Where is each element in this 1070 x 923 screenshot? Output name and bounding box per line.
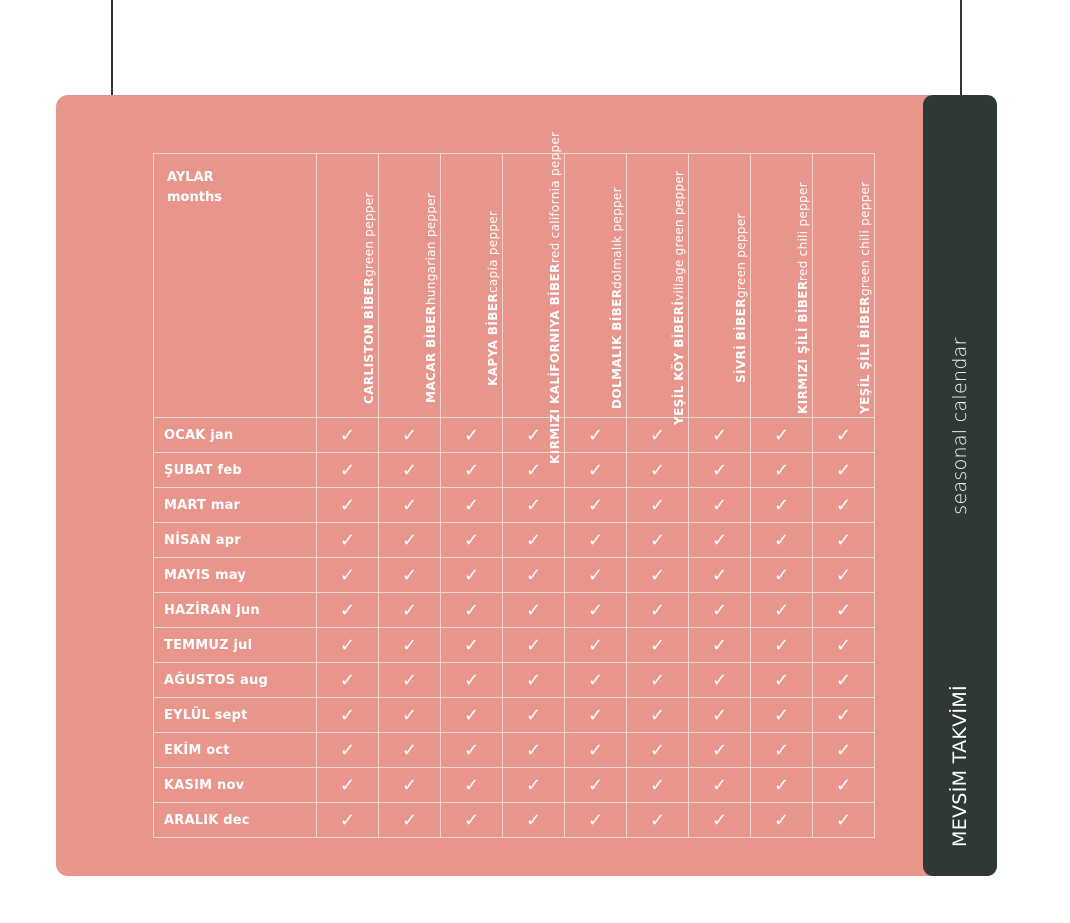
checkmark-icon: ✓ <box>463 424 480 446</box>
months-header-en: months <box>167 190 222 205</box>
table-row <box>154 488 875 523</box>
check-cell <box>379 733 441 768</box>
checkmark-icon: ✓ <box>339 459 356 481</box>
months-header <box>154 154 317 418</box>
check-cell <box>379 453 441 488</box>
check-cell <box>503 523 565 558</box>
check-cell <box>317 593 379 628</box>
column-label-en: dolmalık pepper <box>610 186 624 289</box>
checkmark-icon: ✓ <box>401 669 418 691</box>
side-title: MEVSİM TAKVİMİ <box>949 685 971 847</box>
check-cell <box>813 453 875 488</box>
table-header-row <box>154 154 875 418</box>
check-cell <box>441 593 503 628</box>
check-cell <box>379 418 441 453</box>
column-header-2 <box>441 154 503 418</box>
check-cell <box>689 803 751 838</box>
table-row <box>154 418 875 453</box>
checkmark-icon: ✓ <box>835 669 852 691</box>
checkmark-icon: ✓ <box>525 564 542 586</box>
column-label-en: green chili pepper <box>858 181 872 297</box>
month-cell: AĞUSTOS aug <box>154 663 317 698</box>
check-cell <box>627 488 689 523</box>
check-cell <box>751 698 813 733</box>
checkmark-icon: ✓ <box>711 424 728 446</box>
check-cell <box>689 523 751 558</box>
check-cell <box>317 803 379 838</box>
check-cell <box>627 523 689 558</box>
check-cell <box>441 418 503 453</box>
check-cell <box>317 453 379 488</box>
checkmark-icon: ✓ <box>463 564 480 586</box>
checkmark-icon: ✓ <box>711 599 728 621</box>
column-label-tr: YEŞİL KÖY BİBERİ <box>672 301 686 426</box>
checkmark-icon: ✓ <box>835 494 852 516</box>
column-label-tr: KIRMIZI ŞİLİ BİBER <box>796 280 810 415</box>
check-cell <box>441 663 503 698</box>
side-subtitle: seasonal calendar <box>949 337 971 515</box>
months-header-tr: AYLAR <box>167 170 214 185</box>
checkmark-icon: ✓ <box>339 669 356 691</box>
checkmark-icon: ✓ <box>401 494 418 516</box>
column-label <box>565 168 626 417</box>
column-label-tr: CARLISTON BİBER <box>362 276 376 404</box>
check-cell <box>813 698 875 733</box>
hanging-string-right <box>960 0 962 98</box>
check-cell <box>627 663 689 698</box>
checkmark-icon: ✓ <box>525 494 542 516</box>
checkmark-icon: ✓ <box>339 704 356 726</box>
checkmark-icon: ✓ <box>587 634 604 656</box>
table-row <box>154 558 875 593</box>
column-label <box>441 168 502 417</box>
checkmark-icon: ✓ <box>711 669 728 691</box>
checkmark-icon: ✓ <box>649 424 666 446</box>
check-cell <box>565 488 627 523</box>
checkmark-icon: ✓ <box>525 739 542 761</box>
column-label-tr: KAPYA BİBER <box>486 292 500 386</box>
column-header-1 <box>379 154 441 418</box>
checkmark-icon: ✓ <box>339 494 356 516</box>
check-cell <box>441 488 503 523</box>
check-cell <box>813 488 875 523</box>
check-cell <box>689 558 751 593</box>
checkmark-icon: ✓ <box>401 809 418 831</box>
check-cell <box>813 593 875 628</box>
check-cell <box>751 733 813 768</box>
checkmark-icon: ✓ <box>649 599 666 621</box>
checkmark-icon: ✓ <box>773 424 790 446</box>
checkmark-icon: ✓ <box>773 669 790 691</box>
check-cell <box>317 698 379 733</box>
column-label-en: hungarian pepper <box>424 193 438 306</box>
checkmark-icon: ✓ <box>463 599 480 621</box>
checkmark-icon: ✓ <box>525 774 542 796</box>
checkmark-icon: ✓ <box>835 564 852 586</box>
checkmark-icon: ✓ <box>711 459 728 481</box>
checkmark-icon: ✓ <box>587 459 604 481</box>
column-header-7 <box>751 154 813 418</box>
checkmark-icon: ✓ <box>463 494 480 516</box>
table-row <box>154 768 875 803</box>
checkmark-icon: ✓ <box>339 564 356 586</box>
table-row <box>154 803 875 838</box>
checkmark-icon: ✓ <box>587 494 604 516</box>
checkmark-icon: ✓ <box>649 774 666 796</box>
check-cell <box>689 418 751 453</box>
check-cell <box>565 663 627 698</box>
month-cell: NİSAN apr <box>154 523 317 558</box>
check-cell <box>503 628 565 663</box>
check-cell <box>441 628 503 663</box>
checkmark-icon: ✓ <box>525 529 542 551</box>
check-cell <box>441 523 503 558</box>
check-cell <box>627 628 689 663</box>
month-cell: MAYIS may <box>154 558 317 593</box>
checkmark-icon: ✓ <box>463 704 480 726</box>
check-cell <box>565 453 627 488</box>
checkmark-icon: ✓ <box>835 739 852 761</box>
checkmark-icon: ✓ <box>339 424 356 446</box>
month-cell: EYLÜL sept <box>154 698 317 733</box>
check-cell <box>627 698 689 733</box>
check-cell <box>689 488 751 523</box>
check-cell <box>317 768 379 803</box>
check-cell <box>503 698 565 733</box>
checkmark-icon: ✓ <box>525 424 542 446</box>
checkmark-icon: ✓ <box>401 774 418 796</box>
checkmark-icon: ✓ <box>835 424 852 446</box>
check-cell <box>317 418 379 453</box>
checkmark-icon: ✓ <box>711 529 728 551</box>
check-cell <box>627 733 689 768</box>
check-cell <box>751 523 813 558</box>
check-cell <box>751 768 813 803</box>
check-cell <box>751 488 813 523</box>
checkmark-icon: ✓ <box>773 704 790 726</box>
checkmark-icon: ✓ <box>339 529 356 551</box>
check-cell <box>379 768 441 803</box>
check-cell <box>503 663 565 698</box>
check-cell <box>441 698 503 733</box>
check-cell <box>689 698 751 733</box>
checkmark-icon: ✓ <box>773 529 790 551</box>
checkmark-icon: ✓ <box>463 634 480 656</box>
seasonal-calendar-table <box>153 131 875 838</box>
checkmark-icon: ✓ <box>339 634 356 656</box>
checkmark-icon: ✓ <box>835 634 852 656</box>
checkmark-icon: ✓ <box>463 774 480 796</box>
checkmark-icon: ✓ <box>525 809 542 831</box>
column-label-tr: SİVRİ BİBER <box>734 297 748 383</box>
check-cell <box>751 418 813 453</box>
checkmark-icon: ✓ <box>587 669 604 691</box>
check-cell <box>379 803 441 838</box>
checkmark-icon: ✓ <box>711 809 728 831</box>
check-cell <box>627 768 689 803</box>
check-cell <box>751 628 813 663</box>
check-cell <box>317 523 379 558</box>
check-cell <box>565 628 627 663</box>
check-cell <box>751 558 813 593</box>
column-label-tr: KIRMIZI KALİFORNIYA BİBER <box>548 263 562 465</box>
checkmark-icon: ✓ <box>649 494 666 516</box>
checkmark-icon: ✓ <box>463 669 480 691</box>
check-cell <box>565 733 627 768</box>
check-cell <box>441 803 503 838</box>
checkmark-icon: ✓ <box>587 564 604 586</box>
checkmark-icon: ✓ <box>525 459 542 481</box>
column-label-tr: MACAR BİBER <box>424 305 438 403</box>
column-label-tr: YEŞİL ŞİLİ BİBER <box>858 296 872 415</box>
checkmark-icon: ✓ <box>711 634 728 656</box>
check-cell <box>317 488 379 523</box>
checkmark-icon: ✓ <box>463 529 480 551</box>
column-header-3 <box>503 131 565 465</box>
checkmark-icon: ✓ <box>525 599 542 621</box>
check-cell <box>379 523 441 558</box>
month-cell: HAZİRAN jun <box>154 593 317 628</box>
checkmark-icon: ✓ <box>773 634 790 656</box>
column-header-4 <box>565 154 627 418</box>
check-cell <box>317 663 379 698</box>
column-label-en: red california pepper <box>548 131 562 264</box>
check-cell <box>565 803 627 838</box>
column-label <box>627 168 688 426</box>
column-label-en: green pepper <box>734 213 748 298</box>
check-cell <box>813 558 875 593</box>
check-cell <box>689 628 751 663</box>
checkmark-icon: ✓ <box>711 704 728 726</box>
checkmark-icon: ✓ <box>649 634 666 656</box>
column-label-en: green pepper <box>362 192 376 277</box>
checkmark-icon: ✓ <box>587 529 604 551</box>
column-label <box>689 168 750 417</box>
check-cell <box>627 803 689 838</box>
month-cell: MART mar <box>154 488 317 523</box>
table-row <box>154 663 875 698</box>
checkmark-icon: ✓ <box>711 774 728 796</box>
check-cell <box>379 628 441 663</box>
checkmark-icon: ✓ <box>587 424 604 446</box>
checkmark-icon: ✓ <box>587 809 604 831</box>
column-header-8 <box>813 154 875 418</box>
checkmark-icon: ✓ <box>401 424 418 446</box>
checkmark-icon: ✓ <box>463 739 480 761</box>
check-cell <box>503 733 565 768</box>
checkmark-icon: ✓ <box>711 564 728 586</box>
check-cell <box>565 593 627 628</box>
checkmark-icon: ✓ <box>835 459 852 481</box>
checkmark-icon: ✓ <box>401 704 418 726</box>
check-cell <box>813 663 875 698</box>
checkmark-icon: ✓ <box>587 774 604 796</box>
checkmark-icon: ✓ <box>835 704 852 726</box>
column-label <box>379 168 440 417</box>
checkmark-icon: ✓ <box>339 774 356 796</box>
check-cell <box>689 453 751 488</box>
checkmark-icon: ✓ <box>463 459 480 481</box>
checkmark-icon: ✓ <box>773 774 790 796</box>
month-cell: OCAK jan <box>154 418 317 453</box>
checkmark-icon: ✓ <box>587 704 604 726</box>
checkmark-icon: ✓ <box>401 459 418 481</box>
month-cell: ARALIK dec <box>154 803 317 838</box>
checkmark-icon: ✓ <box>835 809 852 831</box>
check-cell <box>317 733 379 768</box>
table-row <box>154 733 875 768</box>
check-cell <box>689 593 751 628</box>
table-row <box>154 593 875 628</box>
checkmark-icon: ✓ <box>401 739 418 761</box>
column-label-en: village green pepper <box>672 170 686 301</box>
check-cell <box>813 523 875 558</box>
checkmark-icon: ✓ <box>587 739 604 761</box>
checkmark-icon: ✓ <box>463 809 480 831</box>
check-cell <box>441 453 503 488</box>
check-cell <box>813 628 875 663</box>
checkmark-icon: ✓ <box>835 599 852 621</box>
column-label <box>813 168 874 417</box>
check-cell <box>689 733 751 768</box>
check-cell <box>627 593 689 628</box>
checkmark-icon: ✓ <box>649 529 666 551</box>
checkmark-icon: ✓ <box>773 494 790 516</box>
checkmark-icon: ✓ <box>649 809 666 831</box>
checkmark-icon: ✓ <box>649 704 666 726</box>
check-cell <box>689 768 751 803</box>
column-label-en: red chili pepper <box>796 181 810 281</box>
checkmark-icon: ✓ <box>773 739 790 761</box>
column-label-en: capia pepper <box>486 210 500 293</box>
checkmark-icon: ✓ <box>339 599 356 621</box>
check-cell <box>379 593 441 628</box>
checkmark-icon: ✓ <box>773 564 790 586</box>
check-cell <box>379 488 441 523</box>
month-cell: EKİM oct <box>154 733 317 768</box>
check-cell <box>565 558 627 593</box>
check-cell <box>751 453 813 488</box>
check-cell <box>813 768 875 803</box>
column-header-5 <box>627 154 689 426</box>
column-header-0 <box>317 154 379 418</box>
check-cell <box>503 593 565 628</box>
check-cell <box>441 733 503 768</box>
column-header-6 <box>689 154 751 418</box>
check-cell <box>813 803 875 838</box>
checkmark-icon: ✓ <box>649 669 666 691</box>
check-cell <box>441 768 503 803</box>
month-cell: ŞUBAT feb <box>154 453 317 488</box>
check-cell <box>503 768 565 803</box>
table-row <box>154 453 875 488</box>
table-row <box>154 628 875 663</box>
check-cell <box>503 488 565 523</box>
table-row <box>154 523 875 558</box>
check-cell <box>379 698 441 733</box>
checkmark-icon: ✓ <box>587 599 604 621</box>
checkmark-icon: ✓ <box>339 809 356 831</box>
check-cell <box>441 558 503 593</box>
checkmark-icon: ✓ <box>649 564 666 586</box>
checkmark-icon: ✓ <box>401 564 418 586</box>
check-cell <box>379 558 441 593</box>
checkmark-icon: ✓ <box>711 739 728 761</box>
checkmark-icon: ✓ <box>401 599 418 621</box>
side-title-bar <box>923 95 997 876</box>
check-cell <box>565 698 627 733</box>
check-cell <box>813 733 875 768</box>
table-row <box>154 698 875 733</box>
check-cell <box>503 558 565 593</box>
checkmark-icon: ✓ <box>649 739 666 761</box>
check-cell <box>751 803 813 838</box>
checkmark-icon: ✓ <box>835 529 852 551</box>
column-label <box>317 168 378 417</box>
checkmark-icon: ✓ <box>773 599 790 621</box>
check-cell <box>689 663 751 698</box>
month-cell: KASIM nov <box>154 768 317 803</box>
check-cell <box>813 418 875 453</box>
check-cell <box>565 418 627 453</box>
checkmark-icon: ✓ <box>401 529 418 551</box>
check-cell <box>751 663 813 698</box>
check-cell <box>565 768 627 803</box>
checkmark-icon: ✓ <box>401 634 418 656</box>
checkmark-icon: ✓ <box>339 739 356 761</box>
checkmark-icon: ✓ <box>773 459 790 481</box>
check-cell <box>627 558 689 593</box>
checkmark-icon: ✓ <box>711 494 728 516</box>
column-label-tr: DOLMALIK BİBER <box>610 288 624 410</box>
check-cell <box>379 663 441 698</box>
checkmark-icon: ✓ <box>525 634 542 656</box>
checkmark-icon: ✓ <box>773 809 790 831</box>
checkmark-icon: ✓ <box>525 669 542 691</box>
check-cell <box>751 593 813 628</box>
check-cell <box>503 803 565 838</box>
checkmark-icon: ✓ <box>649 459 666 481</box>
check-cell <box>317 558 379 593</box>
check-cell <box>565 523 627 558</box>
month-cell: TEMMUZ jul <box>154 628 317 663</box>
column-label <box>751 168 812 417</box>
column-label <box>503 131 564 465</box>
check-cell <box>317 628 379 663</box>
checkmark-icon: ✓ <box>835 774 852 796</box>
checkmark-icon: ✓ <box>525 704 542 726</box>
check-cell <box>627 453 689 488</box>
